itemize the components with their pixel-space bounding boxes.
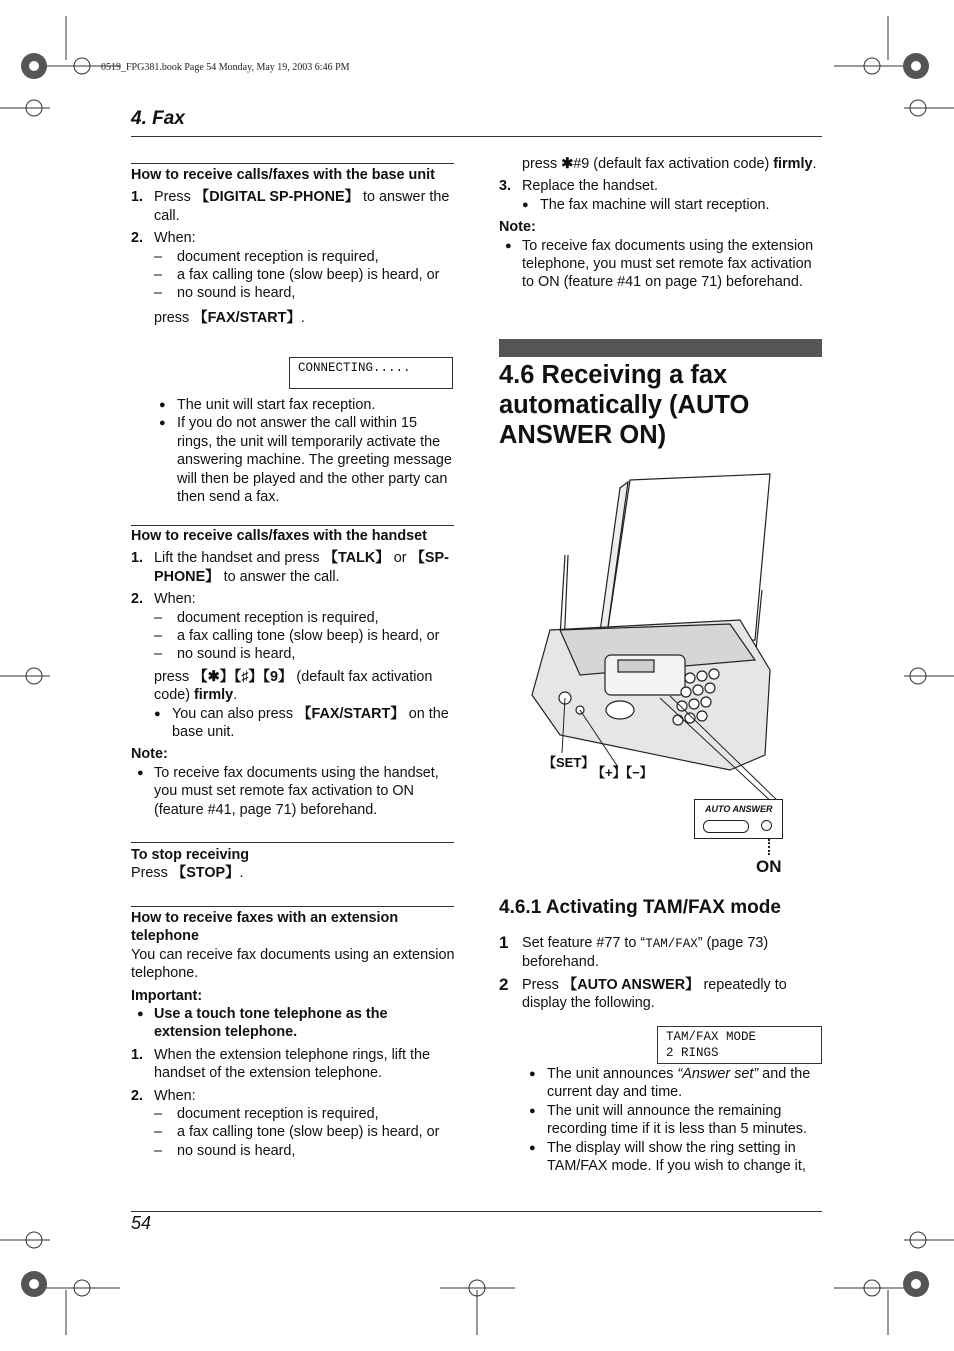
- chapter-title: 4.6 Receiving a fax automatically (AUTO ANSWER ON): [499, 361, 750, 449]
- tam-bullets: ● The unit announces “Answer set” and the current day and time. ● The unit will announce the remaining recording time if it is less than 5 minutes. ● The display will show the ring setting in TAM/FAX mode. If you wish to change it,: [529, 1066, 811, 1175]
- led-icon: [761, 820, 772, 831]
- lcd-connecting: CONNECTING.....: [289, 357, 453, 389]
- rule: [131, 525, 454, 526]
- plus-minus-key-label: 【+】【−】: [592, 765, 653, 780]
- base-step-1: Press 【DIGITAL SP-PHONE】 to answer the call.: [154, 189, 450, 224]
- extension-section: How to receive faxes with an extension telephone You can receive fax documents using an extension telephone. Important: ● Use a touch tone telephone as the extension telephone. 1. When the extension telephone rings, lift the handset of the extension telephone. 2. When: – document reception is required, – a fax calling tone (slow beep) is heard, or – no sound is heard,: [131, 910, 455, 1159]
- on-label: ON: [756, 857, 782, 876]
- stop-section: To stop receiving Press 【STOP】.: [131, 847, 250, 882]
- chapter-bar: [499, 339, 822, 357]
- auto-answer-panel: AUTO ANSWER: [694, 799, 783, 839]
- handset-section: How to receive calls/faxes with the handset 1. Lift the handset and press 【TALK】 or 【SP-PHONE】 to answer the call. 2. When: – document reception is required, – a fax calling tone (slow beep) is heard, or – no sound is heard, press 【✱】【♯】【9】 (default fax activation code) firmly. ● You can also press 【FAX/START】 on the base unit. Note: ● To receive fax documents using the handset, you must set remote fax activation to ON (feature #41, page 71) beforehand.: [131, 527, 456, 819]
- base-press-line: press 【FAX/START】.: [154, 309, 305, 326]
- base-unit-title: How to receive calls/faxes with the base unit: [131, 167, 435, 183]
- section-header: 4. Fax: [131, 108, 185, 129]
- footer-rule: [131, 1211, 822, 1212]
- lcd-tam-fax: TAM/FAX MODE 2 RINGS: [657, 1026, 822, 1064]
- right-top: press ✱#9 (default fax activation code) firmly. 3. Replace the handset. ● The fax machine will start reception. Note: ● To receive fax documents using the extension telephone, you must set remote fax activation to ON (feature #41 on page 71) beforehand.: [499, 156, 817, 291]
- tam-steps: 1 Set feature #77 to “TAM/FAX” (page 73) beforehand. 2 Press 【AUTO ANSWER】 repeatedly to display the following.: [499, 933, 787, 1012]
- led-dots: [768, 839, 770, 855]
- set-key-label: 【SET】: [543, 755, 595, 770]
- base-unit-section: How to receive calls/faxes with the base unit 1. Press 【DIGITAL SP-PHONE】 to answer the call. 2. When: – document reception is required, – a fax calling tone (slow beep) is heard, or – no sound is heard, press 【FAX/START】.: [131, 166, 456, 327]
- rule: [131, 163, 454, 164]
- auto-answer-button-icon: [703, 820, 749, 833]
- header-rule: [131, 136, 822, 137]
- handset-title: How to receive calls/faxes with the handset: [131, 528, 427, 544]
- sub-title: 4.6.1 Activating TAM/FAX mode: [499, 897, 781, 918]
- rule: [131, 842, 454, 843]
- base-unit-bullets: ● The unit will start fax reception. ● If you do not answer the call within 15 rings, the unit will temporarily activate the answering machine. The greeting message will then be played and the other party can then send a fax.: [159, 397, 452, 506]
- rule: [131, 906, 454, 907]
- page-number: 54: [131, 1213, 152, 1233]
- file-meta: 0519_FPG381.book Page 54 Monday, May 19, 2003 6:46 PM: [101, 62, 350, 73]
